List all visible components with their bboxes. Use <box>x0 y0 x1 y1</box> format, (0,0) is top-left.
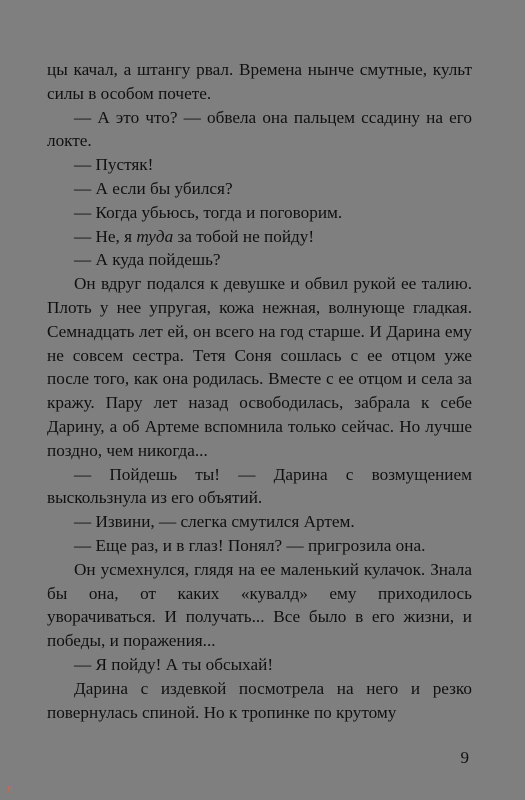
paragraph: — Я пойду! А ты обсыхай! <box>74 654 274 674</box>
paragraph: Он усмехнулся, глядя на ее маленький кулачок. Знала бы она, от каких «кувалд» ему приходилось уворачиваться. И получать... Все было в его жизни, и победы, и поражения... <box>47 559 472 651</box>
paragraph: — А куда пойдешь? <box>74 250 221 270</box>
paragraph: — Когда убьюсь, тогда и поговорим. <box>74 202 343 222</box>
paragraph: — А это что? — обвела она пальцем ссадину на его локте. <box>47 107 472 151</box>
paragraph: — Не, я туда за тобой не пойду! <box>74 226 315 246</box>
paragraph: — Пустяк! <box>74 155 154 175</box>
paragraph: — Пойдешь ты! — Дарина с возмущением выскользнула из его объятий. <box>47 464 472 508</box>
paragraph: Дарина с издевкой посмотрела на него и резко повернулась спиной. Но к тропинке по крутому <box>47 678 472 722</box>
paragraph: — Извини, — слегка смутился Артем. <box>74 512 355 532</box>
book-page-text <box>47 58 472 724</box>
paragraph: — Еще раз, и в глаз! Понял? — пригрозила она. <box>74 535 426 555</box>
emphasized-word: туда <box>136 226 174 246</box>
corner-mark: Л <box>6 786 13 796</box>
paragraph: — А если бы убился? <box>74 178 233 198</box>
page-number: 9 <box>460 748 469 767</box>
paragraph: Он вдруг подался к девушке и обвил рукой ее талию. Плоть у нее упругая, кожа нежная, волнующе гладкая. Семнадцать лет ей, он всего на год старше. И Дарина ему не совсем сестра. Тетя Соня сошлась с ее отцом уже после того, как она родилась. Вместе с ее отцом и села за кражу. Пару лет назад освободилась, забрала к себе Дарину, а об Артеме вспомнила только сейчас. Но лучше поздно, чем никогда... <box>47 274 472 460</box>
paragraph: цы качал, а штангу рвал. Времена нынче смутные, культ силы в особом почете. <box>47 60 472 103</box>
